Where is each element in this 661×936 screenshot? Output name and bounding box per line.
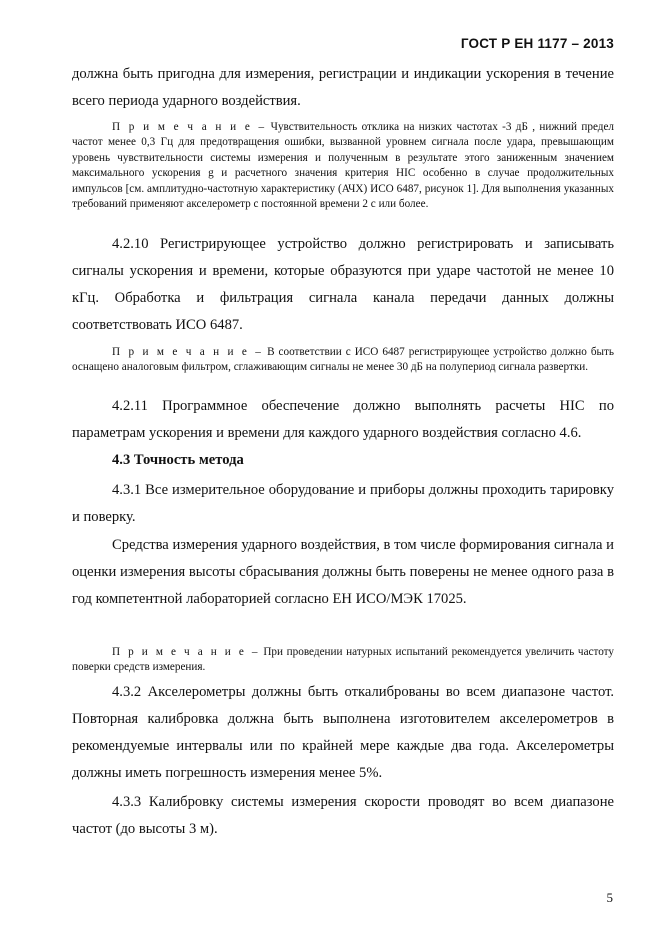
paragraph-4-3-1-b: Средства измерения ударного воздействия, в том числе формирования сигнала и оценки измерения высоты сбрасывания должны быть поверены не менее одного раза в год компетентной лабораторией согласно ЕН ИСО/МЭК 17025. (72, 537, 614, 607)
paragraph-4-2-11: 4.2.11 Программное обеспечение должно выполнять расчеты HIC по параметрам ускорения и времени для каждого ударного воздействия согласно 4.6. (72, 398, 614, 441)
page-number: 5 (606, 890, 613, 905)
paragraph-continuation: должна быть пригодна для измерения, регистрации и индикации ускорения в течение всего периода ударного воздействия. (72, 66, 614, 109)
paragraph-4-3-2: 4.3.2 Акселерометры должны быть откалиброваны во всем диапазоне частот. Повторная калибровка должна быть выполнена изготовителем акселерометров в рекомендуемые интервалы или по крайней мере каждые два года. Акселерометры должны иметь погрешность измерения менее 5%. (72, 684, 614, 781)
paragraph-4-3-1: 4.3.1 Все измерительное оборудование и приборы должны проходить тарировку и поверку. (72, 482, 614, 525)
paragraph-4-2-10: 4.2.10 Регистрирующее устройство должно регистрировать и записывать сигналы ускорения и времени, которые образуются при ударе частотой не менее 10 кГц. Обработка и фильтрация сигнала канала передачи данных должны соответствовать ИСО 6487. (72, 236, 614, 333)
section-heading-4-3: 4.3 Точность метода (112, 452, 244, 468)
note-1 (72, 120, 614, 212)
standard-header: ГОСТ Р ЕН 1177 – 2013 (460, 36, 614, 51)
note-1-text: Чувствительность отклика на низких частотах -3 дБ , нижний предел частот менее 0,3 Гц для предотвращения ошибки, вызванной уровнем сигнала после удара, превышающим уровень чувствительности системы измерения и полученным в результате этого заниженным значением максимального ускорения g и расчетного значения критерия HIC особенно в случае продолжительных импульсов [см. амплитудно-частотную характеристику (АЧХ) ИСО 6487, рисунок 1]. Для выполнения указанных требований применяют акселерометр с постоянной времени 2 с или более. (72, 121, 615, 211)
note-2-label: П р и м е ч а н и е – (112, 346, 264, 358)
note-1-label: П р и м е ч а н и е – (112, 121, 267, 133)
note-2 (72, 345, 614, 376)
note-3 (72, 645, 614, 676)
note-3-text: При проведении натурных испытаний рекомендуется увеличить частоту поверки средств измерения. (72, 646, 615, 674)
note-2-text: В соответствии с ИСО 6487 регистрирующее устройство должно быть оснащено аналоговым фильтром, сглаживающим сигналы не менее 30 дБ на полупериод сигнала развертки. (72, 346, 615, 374)
paragraph-4-3-3: 4.3.3 Калибровку системы измерения скорости проводят во всем диапазоне частот (до высоты 3 м). (72, 794, 614, 837)
note-3-label: П р и м е ч а н и е – (112, 646, 260, 658)
